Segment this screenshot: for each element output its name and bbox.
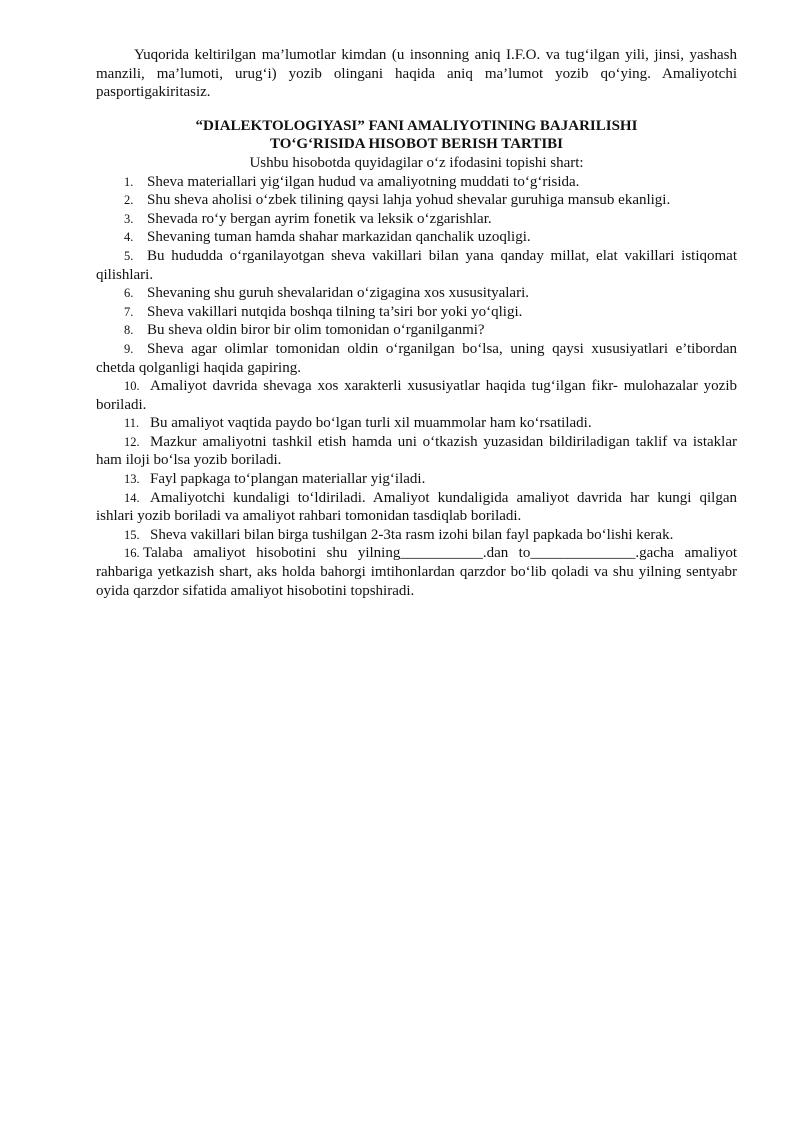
title-line-1: “DIALEKTOLOGIYASI” FANI AMALIYOTINING BAJARILISHI — [195, 117, 638, 134]
lead-sentence: Ushbu hisobotda quyidagilar o‘z ifodasini topishi shart: — [249, 154, 584, 171]
item-text: Bu hududda o‘rganilayotgan sheva vakillari bilan yana qanday millat, elat vakillari istiqomat qilishlari. — [96, 247, 737, 283]
item-number: 7. — [124, 304, 134, 319]
item-text: Sheva materiallari yig‘ilgan hudud va amaliyotning muddati to‘g‘risida. — [147, 173, 580, 190]
list-item — [96, 321, 737, 340]
item-number: 8. — [124, 323, 134, 338]
list-item — [96, 433, 737, 470]
list-item — [96, 377, 737, 414]
item-number: 5. — [124, 248, 134, 263]
item-number: 15. — [124, 527, 140, 542]
item-text: Shevada ro‘y bergan ayrim fonetik va leksik o‘zgarishlar. — [147, 210, 492, 227]
item-number: 9. — [124, 341, 134, 356]
item-text: Sheva vakillari nutqida boshqa tilning ta’siri bor yoki yo‘qligi. — [147, 303, 523, 320]
item-text: Sheva agar olimlar tomonidan oldin o‘rganilgan bo‘lsa, uning qaysi xususiyatlari e’tibordan chetda qolganligi haqida gapiring. — [96, 340, 737, 376]
list-item — [96, 470, 737, 489]
item-text: Amaliyotchi kundaligi to‘ldiriladi. Amaliyot kundaligida amaliyot davrida har kungi qilgan ishlari yozib boriladi va amaliyot rahbari tomonidan tasdiqlab boriladi. — [96, 489, 737, 525]
list-item — [96, 303, 737, 322]
item-text: Shevaning tuman hamda shahar markazidan qanchalik uzoqligi. — [147, 229, 531, 246]
item-number: 4. — [124, 230, 134, 245]
list-item — [96, 284, 737, 303]
item-number: 10. — [124, 379, 140, 394]
item-number: 12. — [124, 434, 140, 449]
item-text: Amaliyot davrida shevaga xos xarakterli xususiyatlar haqida tug‘ilgan fikr- mulohazalar yozib boriladi. — [96, 378, 737, 413]
item-text: Shevaning shu guruh shevalaridan o‘zigagina xos xususityalari. — [147, 285, 530, 302]
item-text: Mazkur amaliyotni tashkil etish hamda uni o‘tkazish yuzasidan bildiriladigan taklif va istaklar ham iloji bo‘lsa yozib boriladi. — [96, 433, 737, 469]
item-text: Bu sheva oldin biror bir olim tomonidan o‘rganilganmi? — [147, 322, 485, 339]
list-item — [96, 247, 737, 284]
list-item — [96, 544, 737, 600]
title-line-2: TO‘G‘RISIDA HISOBOT BERISH TARTIBI — [269, 136, 564, 153]
document-page — [96, 46, 737, 600]
item-text: Bu amaliyot vaqtida paydo bo‘lgan turli xil muammolar ham ko‘rsatiladi. — [150, 415, 592, 432]
item-number: 6. — [124, 286, 134, 301]
item-number: 14. — [124, 490, 140, 505]
item-number: 3. — [124, 211, 134, 226]
list-item — [96, 526, 737, 545]
document-title — [96, 117, 737, 154]
intro-paragraph: Yuqorida keltirilgan ma’lumotlar kimdan (u insonning aniq I.F.O. va tug‘ilgan yili, jinsi, yashash manzili, ma’lumoti, urug‘i) yozib olingani haqida aniq ma’lumot yozib qo‘ying. Amaliyotchi pasportigakiritasiz. — [96, 47, 737, 101]
list-item — [96, 173, 737, 192]
item-text: Talaba amaliyot hisobotini shu yilning___________.dan to______________.gacha amaliyot rahbariga yetkazish shart, aks holda bahorgi imtihonlardan qarzdor bo‘lib qoladi va shu yilning sentyabr oyida qarzdor sifatida amaliyot hisobotini topshiradi. — [96, 545, 737, 599]
item-text: Sheva vakillari bilan birga tushilgan 2-3ta rasm izohi bilan fayl papkada bo‘lishi kerak. — [150, 526, 674, 543]
item-number: 13. — [124, 472, 140, 487]
requirements-list — [96, 173, 737, 601]
list-item — [96, 414, 737, 433]
list-item — [96, 191, 737, 210]
item-number: 16. — [124, 546, 140, 561]
item-text: Shu sheva aholisi o‘zbek tilining qaysi lahja yohud shevalar guruhiga mansub ekanligi. — [147, 192, 671, 209]
item-number: 11. — [124, 416, 140, 431]
item-number: 2. — [124, 193, 134, 208]
list-item — [96, 210, 737, 229]
item-number: 1. — [124, 174, 134, 189]
list-item — [96, 228, 737, 247]
list-item — [96, 489, 737, 526]
list-item — [96, 340, 737, 377]
item-text: Fayl papkaga to‘plangan materiallar yig‘iladi. — [150, 471, 426, 488]
